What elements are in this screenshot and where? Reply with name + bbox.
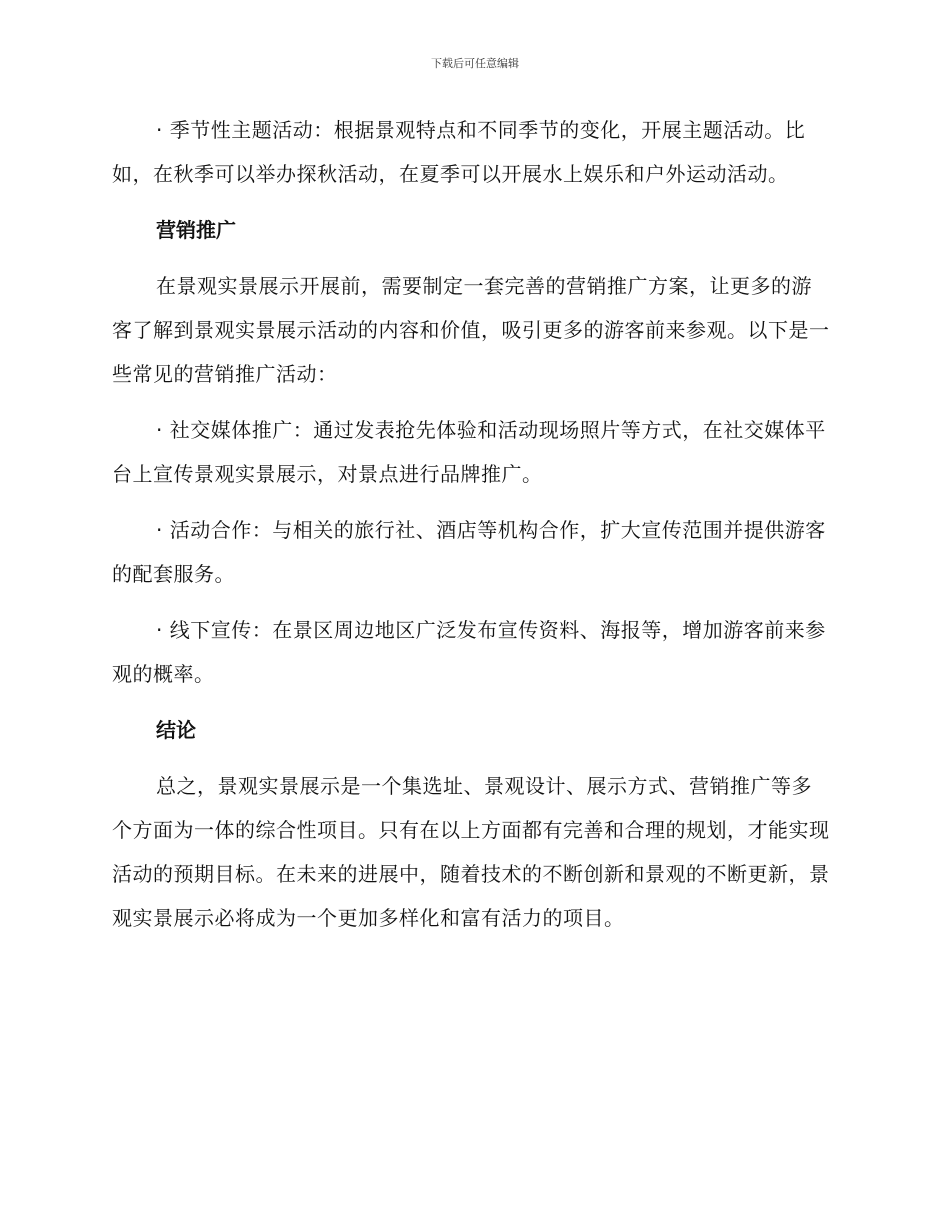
paragraph-cooperation: · 活动合作：与相关的旅行社、酒店等机构合作，扩大宣传范围并提供游客的配套服务。 bbox=[112, 518, 826, 586]
paragraph-marketing-intro: 在景观实景展示开展前，需要制定一套完善的营销推广方案，让更多的游客了解到景观实景展示活动的内容和价值，吸引更多的游客前来参观。以下是一些常见的营销推广活动： bbox=[112, 274, 830, 386]
section-heading-marketing: 营销推广 bbox=[156, 218, 236, 242]
paragraph-conclusion: 总之，景观实景展示是一个集选址、景观设计、展示方式、营销推广等多个方面为一体的综合性项目。只有在以上方面都有完善和合理的规划，才能实现活动的预期目标。在未来的进展中，随着技术的不断创新和景观的不断更新，景观实景展示必将成为一个更加多样化和富有活力的项目。 bbox=[112, 774, 830, 930]
paragraph-offline-promotion: · 线下宣传：在景区周边地区广泛发布宣传资料、海报等，增加游客前来参观的概率。 bbox=[112, 618, 826, 686]
paragraph-social-media: · 社交媒体推广：通过发表抢先体验和活动现场照片等方式，在社交媒体平台上宣传景观实景展示，对景点进行品牌推广。 bbox=[112, 418, 826, 486]
page-header-note: 下载后可任意编辑 bbox=[431, 57, 519, 70]
document-body bbox=[112, 108, 832, 952]
section-heading-conclusion: 结论 bbox=[156, 718, 196, 742]
paragraph-seasonal-activities: · 季节性主题活动：根据景观特点和不同季节的变化，开展主题活动。比如，在秋季可以举办探秋活动，在夏季可以开展水上娱乐和户外运动活动。 bbox=[112, 118, 806, 186]
